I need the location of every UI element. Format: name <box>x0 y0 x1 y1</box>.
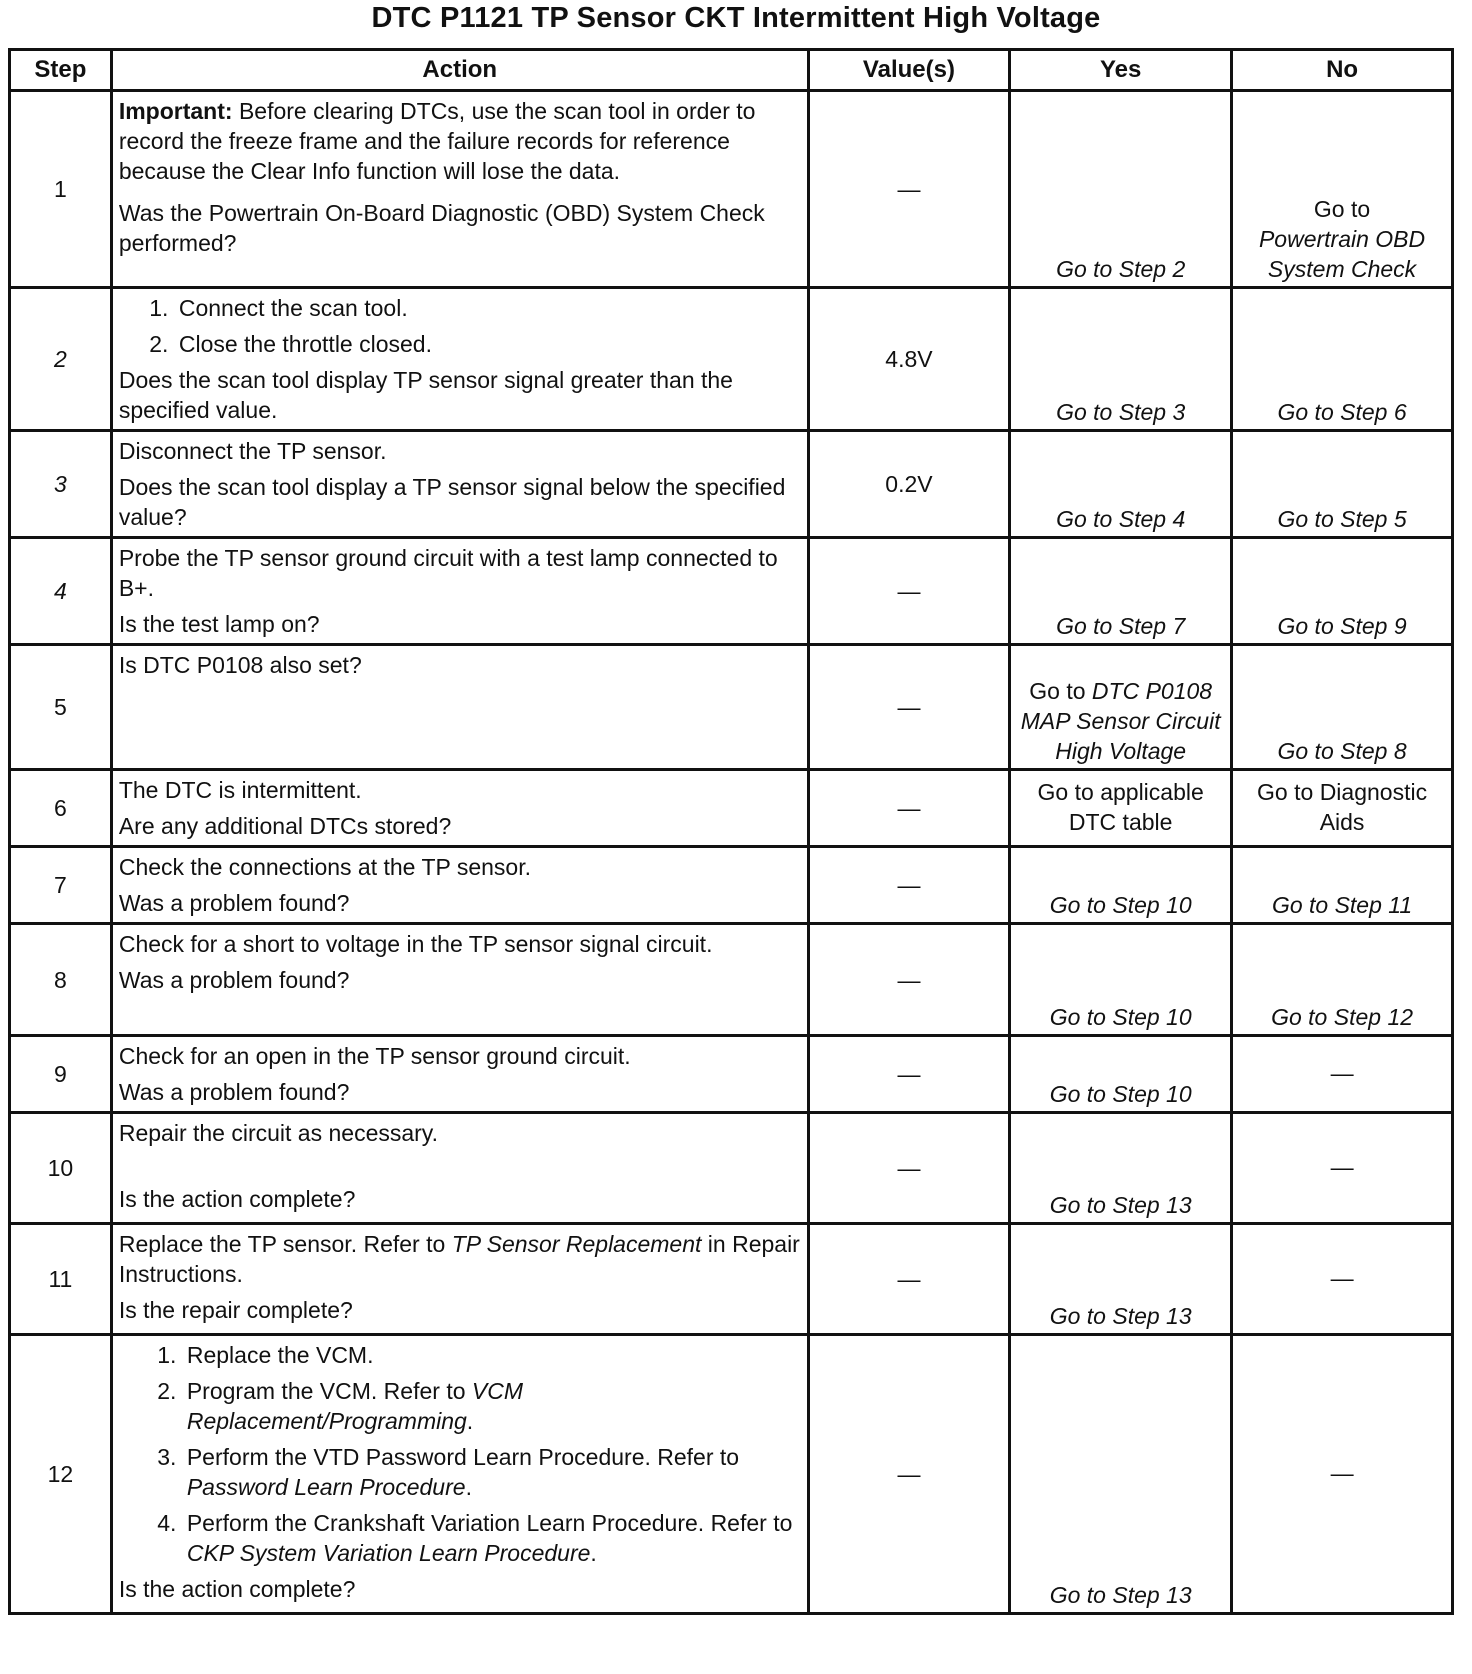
table-row <box>10 288 1453 431</box>
action-cell <box>111 1335 808 1614</box>
yes-cell: Go to applicable DTC table <box>1010 770 1232 847</box>
action-text: Check the connections at the TP sensor. <box>118 854 531 880</box>
action-question: Is the test lamp on? <box>118 611 320 637</box>
table-row <box>10 1335 1453 1614</box>
list-item-text: Program the VCM. Refer to <box>186 1378 472 1404</box>
action-list-item: 1. Connect the scan tool. <box>175 293 801 323</box>
action-text <box>119 1229 801 1289</box>
step-number: 4 <box>10 538 112 645</box>
yes-cell: Go to Step 4 <box>1010 431 1232 538</box>
value-cell: 4.8V <box>808 288 1010 431</box>
header-action: Action <box>111 50 808 91</box>
action-cell <box>111 1224 808 1335</box>
action-text: The DTC is intermittent. <box>118 777 362 803</box>
yes-cell: Go to Step 7 <box>1010 538 1232 645</box>
step-number: 7 <box>10 847 112 924</box>
action-question: Is the action complete? <box>118 1186 356 1212</box>
step-number: 9 <box>10 1036 112 1113</box>
yes-cell: Go to Step 3 <box>1010 288 1232 431</box>
important-text: Before clearing DTCs, use the scan tool in order to record the freeze frame and the failure records for reference because the Clear Info function will lose the data. <box>118 98 756 184</box>
no-cell: Go to Step 11 <box>1232 847 1453 924</box>
action-text: Check for an open in the TP sensor ground circuit. <box>118 1043 631 1069</box>
yes-cell: Go to Step 13 <box>1010 1113 1232 1224</box>
list-item-text: Perform the VTD Password Learn Procedure. Refer to <box>186 1444 740 1470</box>
no-prefix: Go to <box>1313 196 1371 222</box>
no-cell: Go to Step 6 <box>1232 288 1453 431</box>
yes-cell: Go to Step 13 <box>1010 1335 1232 1614</box>
value-cell: 0.2V <box>808 431 1010 538</box>
action-text: Repair the circuit as necessary. <box>118 1120 438 1146</box>
step-number: 8 <box>10 924 112 1036</box>
value-cell: — <box>808 924 1010 1036</box>
action-question: Is the action complete? <box>118 1576 356 1602</box>
header-no: No <box>1232 50 1453 91</box>
value-cell: — <box>808 1335 1010 1614</box>
list-item-reference: Password Learn Procedure <box>186 1474 466 1500</box>
page-title: DTC P1121 TP Sensor CKT Intermittent High Voltage <box>371 2 1101 34</box>
step-number: 10 <box>10 1113 112 1224</box>
no-cell: Go to Step 12 <box>1232 924 1453 1036</box>
step-number: 6 <box>10 770 112 847</box>
step-number: 3 <box>10 431 112 538</box>
action-question: Was a problem found? <box>118 890 350 916</box>
yes-cell: Go to Step 13 <box>1010 1224 1232 1335</box>
list-item-post: . <box>465 1474 472 1500</box>
action-cell <box>111 538 808 645</box>
value-cell: — <box>808 1036 1010 1113</box>
table-row <box>10 1113 1453 1224</box>
yes-cell: Go to Step 10 <box>1010 847 1232 924</box>
value-cell: — <box>808 1113 1010 1224</box>
no-cell: — <box>1232 1224 1453 1335</box>
value-cell: — <box>808 1224 1010 1335</box>
action-cell <box>111 431 808 538</box>
action-question: Was a problem found? <box>118 967 350 993</box>
header-yes: Yes <box>1010 50 1232 91</box>
step-number: 12 <box>10 1335 112 1614</box>
header-step: Step <box>10 50 112 91</box>
header-row <box>10 50 1453 91</box>
list-item-post: . <box>466 1408 474 1434</box>
action-question: Is the repair complete? <box>118 1297 353 1323</box>
table-row <box>10 91 1453 288</box>
table-row <box>10 847 1453 924</box>
yes-cell <box>1010 645 1232 770</box>
action-question: Are any additional DTCs stored? <box>118 813 452 839</box>
list-item-reference: VCM Replacement/Programming <box>186 1378 524 1434</box>
table-row <box>10 770 1453 847</box>
action-cell <box>111 288 808 431</box>
action-list-item: 2. Close the throttle closed. <box>175 329 801 359</box>
action-cell <box>111 924 808 1036</box>
table-row <box>10 538 1453 645</box>
action-reference: TP Sensor Replacement <box>451 1231 702 1257</box>
diagnostic-table <box>8 48 1454 1615</box>
yes-cell: Go to Step 10 <box>1010 924 1232 1036</box>
table-row <box>10 431 1453 538</box>
no-cell: Go to Step 5 <box>1232 431 1453 538</box>
step-number: 5 <box>10 645 112 770</box>
action-cell <box>111 645 808 770</box>
action-text: Disconnect the TP sensor. <box>118 438 387 464</box>
action-text: Check for a short to voltage in the TP sensor signal circuit. <box>118 931 713 957</box>
action-question: Does the scan tool display TP sensor signal greater than the specified value. <box>118 367 733 423</box>
action-cell <box>111 770 808 847</box>
header-values: Value(s) <box>808 50 1010 91</box>
action-list-item <box>183 1442 801 1502</box>
no-cell: Go to Diagnostic Aids <box>1232 770 1453 847</box>
no-cell: Go to Step 8 <box>1232 645 1453 770</box>
no-cell: — <box>1232 1113 1453 1224</box>
action-list-item <box>183 1376 801 1436</box>
list-item-text: Replace the VCM. <box>186 1342 374 1368</box>
action-cell <box>111 91 808 288</box>
value-cell: — <box>808 538 1010 645</box>
no-cell: Go to Step 9 <box>1232 538 1453 645</box>
action-question: Is DTC P0108 also set? <box>118 652 362 678</box>
no-cell: — <box>1232 1335 1453 1614</box>
action-question: Was the Powertrain On-Board Diagnostic (OBD) System Check performed? <box>118 200 765 256</box>
step-number: 2 <box>10 288 112 431</box>
important-note <box>119 96 801 186</box>
action-list-item <box>183 1340 801 1370</box>
list-item-reference: CKP System Variation Learn Procedure <box>186 1540 591 1566</box>
list-item-post: . <box>590 1540 597 1566</box>
table-row <box>10 645 1453 770</box>
step-number: 1 <box>10 91 112 288</box>
important-label: Important: <box>118 98 233 124</box>
no-cell: — <box>1232 1036 1453 1113</box>
value-cell: — <box>808 770 1010 847</box>
table-row <box>10 1036 1453 1113</box>
step-number: 11 <box>10 1224 112 1335</box>
action-text-pre: Replace the TP sensor. Refer to <box>118 1231 452 1257</box>
action-cell <box>111 847 808 924</box>
value-cell: — <box>808 91 1010 288</box>
yes-cell: Go to Step 10 <box>1010 1036 1232 1113</box>
action-text: Probe the TP sensor ground circuit with a test lamp connected to B+. <box>118 545 778 601</box>
action-cell <box>111 1113 808 1224</box>
action-question: Was a problem found? <box>118 1079 350 1105</box>
action-list-item <box>183 1508 801 1568</box>
list-item-text: Perform the Crankshaft Variation Learn Procedure. Refer to <box>186 1510 793 1536</box>
value-cell: — <box>808 847 1010 924</box>
table-row <box>10 1224 1453 1335</box>
action-text-post: in Repair Instructions. <box>118 1231 800 1287</box>
no-reference: Powertrain OBD System Check <box>1258 226 1426 282</box>
yes-prefix: Go to <box>1029 678 1092 704</box>
yes-reference: DTC P0108 MAP Sensor Circuit High Voltage <box>1020 678 1221 764</box>
value-cell: — <box>808 645 1010 770</box>
table-row <box>10 924 1453 1036</box>
action-question: Does the scan tool display a TP sensor signal below the specified value? <box>118 474 786 530</box>
no-cell <box>1232 91 1453 288</box>
action-cell <box>111 1036 808 1113</box>
yes-cell: Go to Step 2 <box>1010 91 1232 288</box>
